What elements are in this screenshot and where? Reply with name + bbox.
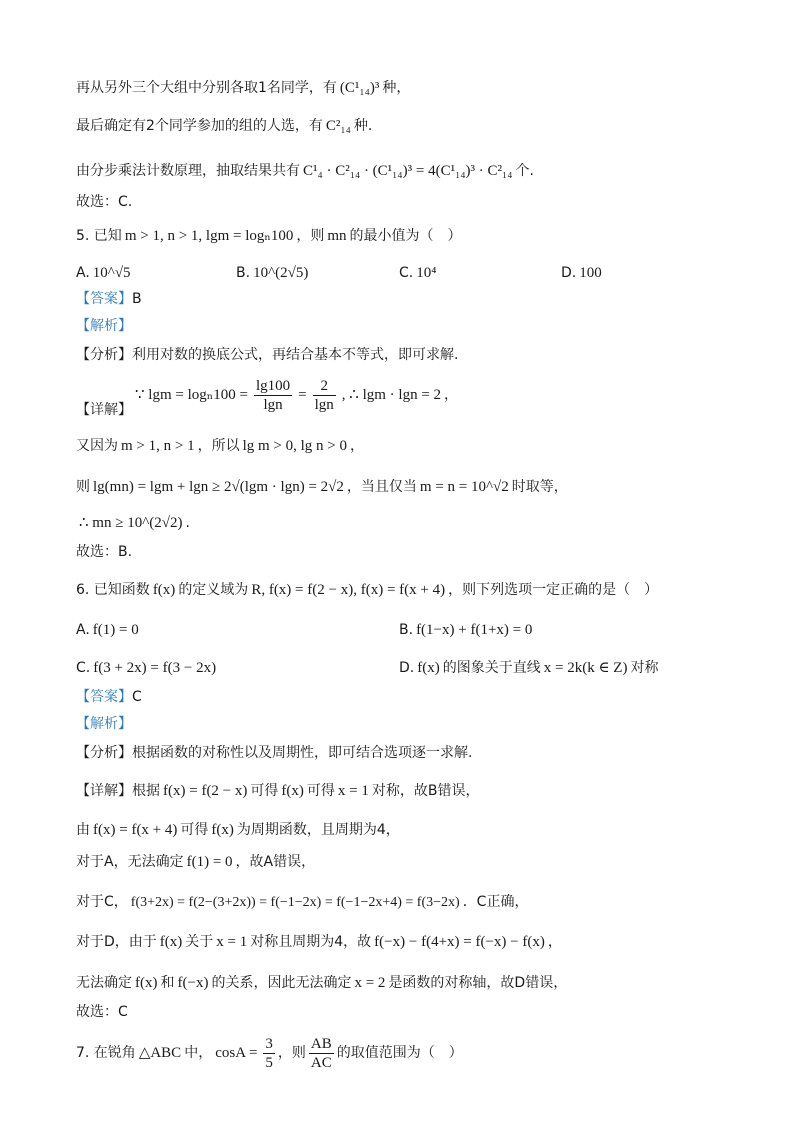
analysis-line — [76, 714, 132, 734]
math-expr: lg(mn) = lgm + lgn ≥ 2√(lgm · lgn) = 2√2 — [93, 479, 344, 495]
line-text: 无法确定 — [76, 975, 132, 991]
option-label: C. — [76, 660, 91, 676]
fenxi-text: 根据函数的对称性以及周期性，即可结合选项逐一求解. — [132, 745, 473, 761]
answer-line — [76, 687, 142, 707]
question-number: 5. 已知 — [76, 228, 122, 244]
option-a — [76, 620, 142, 640]
line-text: 对称且周期为4，故 — [250, 934, 372, 950]
math-expr: f(−x) — [177, 975, 209, 991]
question-number: 6. 已知函数 — [76, 582, 150, 598]
detail-line-3 — [76, 852, 315, 872]
math-expr: = — [298, 387, 307, 403]
line-text: ，则下列选项一定正确的是（ ） — [448, 582, 659, 598]
line-text: 的定义域为 — [178, 582, 249, 598]
line-text: 可得 — [306, 783, 335, 799]
option-label: A. — [76, 622, 90, 638]
denominator: AC — [310, 1054, 332, 1071]
denominator: lgn — [263, 396, 283, 413]
numerator: AB — [310, 1035, 332, 1052]
math-expr: f(3 + 2x) = f(3 − 2x) — [93, 660, 217, 676]
math-expr: 10⁴ — [416, 265, 437, 281]
fraction — [254, 377, 292, 414]
line-text: 中， — [184, 1045, 213, 1061]
line-text: 对于D，由于 — [76, 934, 157, 950]
denominator: lgn — [314, 396, 334, 413]
question-7 — [76, 1032, 463, 1074]
question-6 — [76, 580, 658, 600]
line-text: 根据 — [132, 783, 160, 799]
solution-line-3 — [76, 161, 534, 181]
line-text: 由 — [76, 822, 90, 838]
analysis-tag: 【解析】 — [76, 318, 132, 334]
math-expr: f(1) = 0 — [186, 854, 233, 870]
math-expr: x = 2k(k ∈ Z) — [543, 660, 628, 676]
option-label: D. — [561, 265, 577, 281]
math-expr: , ∴ lgm · lgn = 2 — [341, 387, 442, 403]
detail-line-2 — [76, 436, 364, 456]
math-expr: f(x) — [159, 934, 183, 950]
line-text: 则 — [76, 479, 90, 495]
line-text: 又因为 — [76, 438, 118, 454]
numerator: 2 — [313, 377, 336, 396]
line-text: 由分步乘法计数原理，抽取结果共有 — [76, 163, 300, 179]
math-expr: f(−x) − f(4+x) = f(−x) − f(x) — [374, 934, 545, 950]
line-text: 关于 — [185, 934, 214, 950]
option-c — [399, 263, 439, 283]
option-label: C. — [399, 265, 414, 281]
line-text: ，则 — [296, 228, 325, 244]
math-expr: x = 1 — [216, 934, 248, 950]
fraction — [263, 1035, 275, 1072]
math-expr: 10^√5 — [92, 265, 131, 281]
line-text: 可得 — [180, 822, 209, 838]
math-expr: f(x) — [281, 783, 304, 799]
fenxi-tag: 【分析】 — [76, 347, 132, 363]
choose-line: 故选：B. — [76, 544, 133, 560]
detail-line-4 — [76, 892, 528, 913]
line-text: ，当且仅当 — [346, 479, 417, 495]
math-expr: f(1) = 0 — [92, 622, 139, 638]
option-d — [399, 658, 658, 678]
math-expr: cosA = — [215, 1045, 258, 1061]
detail-line-3 — [76, 477, 568, 497]
line-text: 为周期函数，且周期为4， — [236, 822, 400, 838]
option-label: B. — [399, 622, 414, 638]
line-text: 的关系，因此无法确定 — [211, 975, 352, 991]
line-text: 种， — [382, 80, 411, 96]
solution-line-2 — [76, 116, 372, 136]
line-text: 对称，故B错误， — [371, 783, 480, 799]
line-text: 对称 — [630, 660, 659, 676]
line-text: 的取值范围为（ ） — [336, 1045, 463, 1061]
denominator: 5 — [265, 1054, 273, 1071]
option-a — [76, 263, 134, 283]
line-text: 的最小值为（ ） — [349, 228, 462, 244]
math-expr: x = 1 — [337, 783, 369, 799]
detail-tag: 【详解】 — [76, 783, 132, 799]
line-text: ，故A错误， — [235, 854, 316, 870]
math-expr: x = 2 — [354, 975, 386, 991]
math-expr: f(3+2x) = f(2−(3+2x)) = f(−1−2x) = f(−1−2x+4) = f(3−2x) — [130, 895, 460, 910]
line-text: 对于A，无法确定 — [76, 854, 184, 870]
line-text: 再从另外三个大组中分别各取1名同学，有 — [76, 80, 337, 96]
math-expr: C²₁₄ — [325, 118, 351, 134]
math-expr: 10^(2√5) — [253, 265, 309, 281]
option-label: A. — [76, 265, 90, 281]
math-expr: f(x) = f(x + 4) — [93, 822, 178, 838]
answer-value: B — [132, 291, 142, 307]
numerator: 3 — [265, 1035, 273, 1052]
answer-tag: 【答案】 — [76, 689, 132, 705]
math-expr: f(x) — [211, 822, 234, 838]
option-label: D. — [399, 660, 415, 676]
line-text: ， — [444, 387, 459, 403]
math-expr: R, f(x) = f(2 − x), f(x) = f(x + 4) — [251, 582, 446, 598]
math-expr: f(x) — [152, 582, 176, 598]
detail-line-2 — [76, 820, 400, 840]
line-text: ，所以 — [197, 438, 240, 454]
analysis-tag: 【解析】 — [76, 716, 132, 732]
answer-tag: 【答案】 — [76, 291, 132, 307]
fenxi-line — [76, 345, 458, 365]
solution-line-1 — [76, 78, 410, 98]
fraction — [313, 377, 336, 414]
question-number: 7. 在锐角 — [76, 1045, 136, 1061]
fenxi-line — [76, 743, 472, 763]
detail-line-1 — [76, 781, 479, 801]
option-c — [76, 658, 219, 678]
question-5 — [76, 226, 462, 246]
math-expr: mn — [327, 228, 347, 244]
math-expr: m > 1, n > 1, lgm = logₙ100 — [124, 228, 294, 244]
fraction — [309, 1035, 334, 1072]
line-text: 个. — [515, 163, 534, 179]
math-expr: lg m > 0, lg n > 0 — [242, 438, 348, 454]
line-text: 最后确定有2个同学参加的组的人选，有 — [76, 118, 323, 134]
option-label: B. — [236, 265, 251, 281]
analysis-line — [76, 316, 132, 336]
math-expr: △ABC — [138, 1045, 182, 1061]
fenxi-text: 利用对数的换底公式，再结合基本不等式，即可求解. — [132, 347, 459, 363]
detail-line-5 — [76, 932, 562, 952]
line-text: . — [185, 515, 190, 531]
line-text: 时取等， — [511, 479, 568, 495]
line-text: ， — [547, 934, 562, 950]
math-expr: 100 — [579, 265, 602, 281]
detail-line-4 — [76, 513, 190, 533]
math-expr: ∴ mn ≥ 10^(2√2) — [79, 515, 183, 531]
option-b — [236, 263, 311, 283]
option-d — [561, 263, 605, 283]
detail-line-6 — [76, 973, 567, 993]
answer-line — [76, 289, 142, 309]
line-text: 和 — [160, 975, 175, 991]
math-expr: f(1−x) + f(1+x) = 0 — [416, 622, 533, 638]
line-text: 种. — [353, 118, 373, 134]
math-expr: f(x) — [417, 660, 440, 676]
option-b — [399, 620, 535, 640]
line-text: 可得 — [250, 783, 279, 799]
line-text: 对于C， — [76, 894, 128, 910]
detail-line-1 — [132, 374, 458, 416]
math-expr: m = n = 10^√2 — [419, 479, 509, 495]
fenxi-tag: 【分析】 — [76, 745, 132, 761]
numerator: lg100 — [255, 377, 291, 394]
line-text: ，则 — [277, 1045, 306, 1061]
answer-value: C — [132, 689, 142, 705]
line-text: 的图象关于直线 — [442, 660, 541, 676]
choose-line: 故选：C. — [76, 194, 133, 210]
detail-label: 【详解】 — [76, 402, 132, 418]
math-expr: f(x) = f(2 − x) — [163, 783, 248, 799]
line-text: ， — [350, 438, 365, 454]
line-text: ．C正确， — [462, 894, 529, 910]
math-expr: (C¹₁₄)³ — [339, 80, 380, 96]
math-expr: m > 1, n > 1 — [121, 438, 195, 454]
math-expr: ∵ lgm = logₙ100 = — [135, 387, 248, 403]
line-text: 是函数的对称轴，故D错误， — [388, 975, 568, 991]
math-expr: f(x) — [135, 975, 158, 991]
math-expr: C¹₄ · C²₁₄ · (C¹₁₄)³ = 4(C¹₁₄)³ · C²₁₄ — [303, 163, 513, 179]
choose-line: 故选：C — [76, 1004, 128, 1020]
